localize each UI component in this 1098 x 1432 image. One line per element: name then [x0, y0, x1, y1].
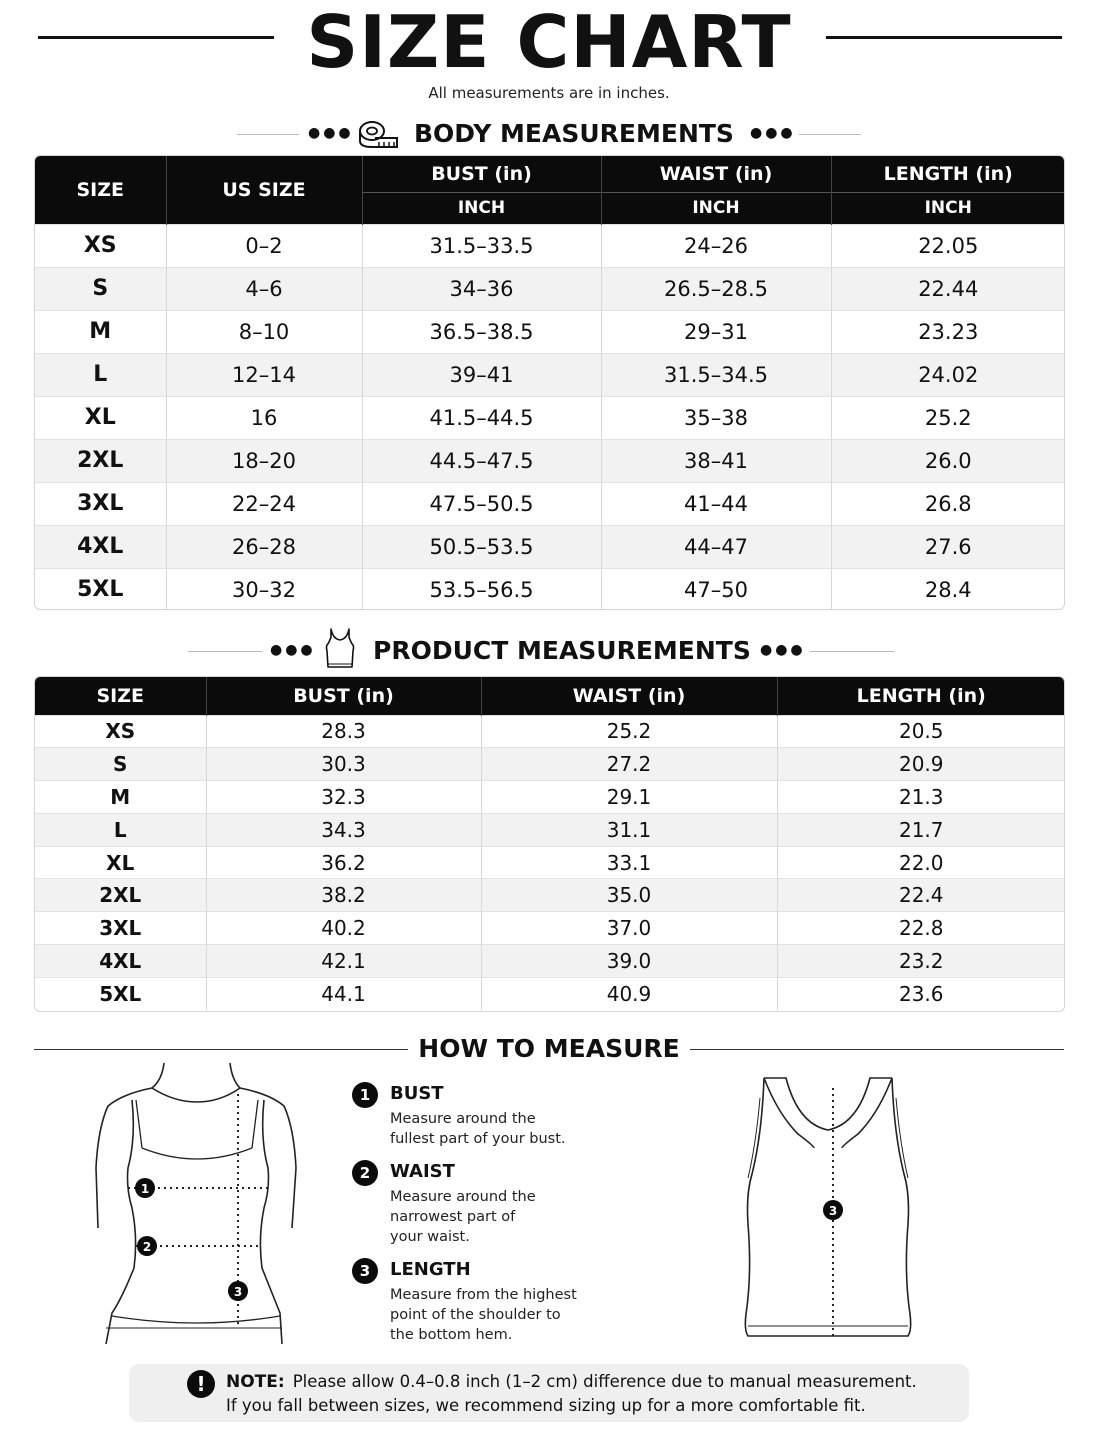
- table-row: [35, 310, 1065, 353]
- step-length: [352, 1258, 612, 1348]
- front-body-figure: [92, 1058, 302, 1348]
- table-row: [35, 813, 1065, 846]
- table-cell: 22.44: [831, 267, 1065, 310]
- heading-dots-right: ●●●: [760, 642, 806, 658]
- table-cell: 39.0: [481, 945, 777, 978]
- table-row: [35, 977, 1065, 1010]
- size-cell: 5XL: [35, 977, 206, 1010]
- back-tank-figure: [738, 1074, 918, 1344]
- table-cell: 44.5–47.5: [362, 439, 601, 482]
- table-row: [35, 715, 1065, 748]
- step-title: LENGTH: [390, 1259, 471, 1280]
- step-number: 2: [352, 1160, 378, 1186]
- unit-header-bust: INCH: [362, 192, 601, 224]
- back-marker-3: 3: [828, 1204, 838, 1218]
- table-cell: 40.9: [481, 977, 777, 1010]
- note-box: [129, 1364, 969, 1422]
- table-cell: 35.0: [481, 879, 777, 912]
- table-cell: 31.1: [481, 813, 777, 846]
- table-cell: 31.5–34.5: [601, 353, 831, 396]
- product-measurements-title: PRODUCT MEASUREMENTS: [373, 636, 751, 665]
- figure-marker-2: 2: [142, 1240, 152, 1254]
- header: [0, 0, 1098, 84]
- table-row: [35, 224, 1065, 267]
- step-number: 3: [352, 1258, 378, 1284]
- table-cell: 36.2: [206, 846, 481, 879]
- size-cell: XL: [35, 396, 166, 439]
- table-cell: 30.3: [206, 748, 481, 781]
- size-cell: 5XL: [35, 568, 166, 610]
- heading-rule-left: [188, 651, 262, 652]
- table-cell: 42.1: [206, 945, 481, 978]
- table-cell: 27.2: [481, 748, 777, 781]
- table-cell: 35–38: [601, 396, 831, 439]
- table-cell: 22.0: [777, 846, 1065, 879]
- table-cell: 18–20: [166, 439, 362, 482]
- table-row: [35, 879, 1065, 912]
- table-row: [35, 568, 1065, 610]
- step-title: BUST: [390, 1083, 444, 1104]
- size-cell: XS: [35, 715, 206, 748]
- col-header-length: LENGTH (in): [777, 677, 1065, 715]
- table-cell: 31.5–33.5: [362, 224, 601, 267]
- table-row: [35, 525, 1065, 568]
- table-cell: 32.3: [206, 781, 481, 814]
- step-description: Measure around the narrowest part of your waist.: [390, 1189, 536, 1245]
- step-description: Measure from the highest point of the shoulder to the bottom hem.: [390, 1287, 577, 1343]
- figure-marker-3: 3: [233, 1285, 243, 1299]
- table-cell: 27.6: [831, 525, 1065, 568]
- table-cell: 20.9: [777, 748, 1065, 781]
- how-to-measure-title: HOW TO MEASURE: [418, 1034, 680, 1063]
- size-cell: L: [35, 813, 206, 846]
- table-cell: 26.5–28.5: [601, 267, 831, 310]
- heading-dots-right: ●●●: [750, 125, 796, 141]
- table-row: [35, 482, 1065, 525]
- table-row: [35, 781, 1065, 814]
- size-cell: 4XL: [35, 525, 166, 568]
- size-cell: L: [35, 353, 166, 396]
- size-cell: 2XL: [35, 439, 166, 482]
- size-cell: M: [35, 310, 166, 353]
- table-cell: 12–14: [166, 353, 362, 396]
- step-number: 1: [352, 1082, 378, 1108]
- note-line-1: NOTE: Please allow 0.4–0.8 inch (1–2 cm) difference due to manual measurement.: [226, 1372, 917, 1392]
- table-cell: 50.5–53.5: [362, 525, 601, 568]
- table-cell: 47.5–50.5: [362, 482, 601, 525]
- table-cell: 24–26: [601, 224, 831, 267]
- table-cell: 23.2: [777, 945, 1065, 978]
- table-cell: 44.1: [206, 977, 481, 1010]
- step-description: Measure around the fullest part of your bust.: [390, 1111, 566, 1147]
- measuring-tape-icon: [357, 119, 399, 149]
- size-cell: S: [35, 748, 206, 781]
- table-cell: 30–32: [166, 568, 362, 610]
- table-cell: 25.2: [481, 715, 777, 748]
- table-cell: 34.3: [206, 813, 481, 846]
- page-subtitle: All measurements are in inches.: [428, 84, 670, 102]
- table-cell: 28.4: [831, 568, 1065, 610]
- size-cell: 3XL: [35, 482, 166, 525]
- product-measurements-table: [34, 676, 1065, 1012]
- col-header-bust: BUST (in): [206, 677, 481, 715]
- table-row: [35, 439, 1065, 482]
- table-cell: 29–31: [601, 310, 831, 353]
- table-row: [35, 945, 1065, 978]
- table-cell: 38–41: [601, 439, 831, 482]
- table-cell: 22–24: [166, 482, 362, 525]
- col-header-waist: WAIST (in): [481, 677, 777, 715]
- col-header-size: SIZE: [35, 677, 206, 715]
- table-cell: 38.2: [206, 879, 481, 912]
- step-title: WAIST: [390, 1161, 455, 1182]
- table-cell: 22.05: [831, 224, 1065, 267]
- table-cell: 41.5–44.5: [362, 396, 601, 439]
- table-row: [35, 267, 1065, 310]
- heading-rule-right: [810, 651, 894, 652]
- table-cell: 0–2: [166, 224, 362, 267]
- body-measurements-title: BODY MEASUREMENTS: [414, 119, 734, 148]
- table-cell: 20.5: [777, 715, 1065, 748]
- size-cell: XS: [35, 224, 166, 267]
- table-cell: 26.8: [831, 482, 1065, 525]
- table-cell: 8–10: [166, 310, 362, 353]
- product-measurements-heading: [0, 634, 1098, 668]
- exclamation-icon: !: [187, 1370, 215, 1398]
- heading-rule-right: [799, 134, 861, 135]
- size-cell: S: [35, 267, 166, 310]
- table-cell: 16: [166, 396, 362, 439]
- table-row: [35, 396, 1065, 439]
- body-measurements-heading: [0, 117, 1098, 151]
- tank-top-icon: [323, 627, 357, 669]
- col-header-size: SIZE: [35, 156, 166, 224]
- size-cell: XL: [35, 846, 206, 879]
- table-cell: 25.2: [831, 396, 1065, 439]
- col-header-us-size: US SIZE: [166, 156, 362, 224]
- figure-marker-1: 1: [140, 1182, 150, 1196]
- unit-header-length: INCH: [831, 192, 1065, 224]
- table-cell: 40.2: [206, 912, 481, 945]
- size-cell: 2XL: [35, 879, 206, 912]
- table-cell: 41–44: [601, 482, 831, 525]
- table-cell: 53.5–56.5: [362, 568, 601, 610]
- howto-rule-right: [690, 1049, 1064, 1050]
- step-waist: [352, 1160, 612, 1250]
- body-measurements-table: [34, 155, 1065, 610]
- size-cell: 3XL: [35, 912, 206, 945]
- col-header-length: LENGTH (in): [831, 156, 1065, 192]
- size-cell: 4XL: [35, 945, 206, 978]
- table-cell: 4–6: [166, 267, 362, 310]
- table-cell: 36.5–38.5: [362, 310, 601, 353]
- note-label: NOTE:: [226, 1372, 285, 1392]
- table-cell: 22.8: [777, 912, 1065, 945]
- heading-dots-left: ●●●: [270, 642, 316, 658]
- table-cell: 29.1: [481, 781, 777, 814]
- table-cell: 23.23: [831, 310, 1065, 353]
- table-cell: 26.0: [831, 439, 1065, 482]
- table-row: [35, 846, 1065, 879]
- col-header-waist: WAIST (in): [601, 156, 831, 192]
- table-cell: 28.3: [206, 715, 481, 748]
- note-line-2: If you fall between sizes, we recommend sizing up for a more comfortable fit.: [226, 1396, 866, 1415]
- col-header-bust: BUST (in): [362, 156, 601, 192]
- table-cell: 24.02: [831, 353, 1065, 396]
- table-cell: 39–41: [362, 353, 601, 396]
- table-cell: 23.6: [777, 977, 1065, 1010]
- table-cell: 33.1: [481, 846, 777, 879]
- heading-dots-left: ●●●: [308, 125, 354, 141]
- page-title: SIZE CHART: [306, 0, 792, 84]
- size-cell: M: [35, 781, 206, 814]
- title-rule-right: [826, 36, 1062, 39]
- step-bust: [352, 1082, 612, 1152]
- table-cell: 22.4: [777, 879, 1065, 912]
- heading-rule-left: [237, 134, 299, 135]
- table-cell: 26–28: [166, 525, 362, 568]
- table-cell: 44–47: [601, 525, 831, 568]
- table-row: [35, 748, 1065, 781]
- table-cell: 37.0: [481, 912, 777, 945]
- table-cell: 21.3: [777, 781, 1065, 814]
- table-cell: 34–36: [362, 267, 601, 310]
- unit-header-waist: INCH: [601, 192, 831, 224]
- table-row: [35, 353, 1065, 396]
- table-row: [35, 912, 1065, 945]
- table-cell: 21.7: [777, 813, 1065, 846]
- table-cell: 47–50: [601, 568, 831, 610]
